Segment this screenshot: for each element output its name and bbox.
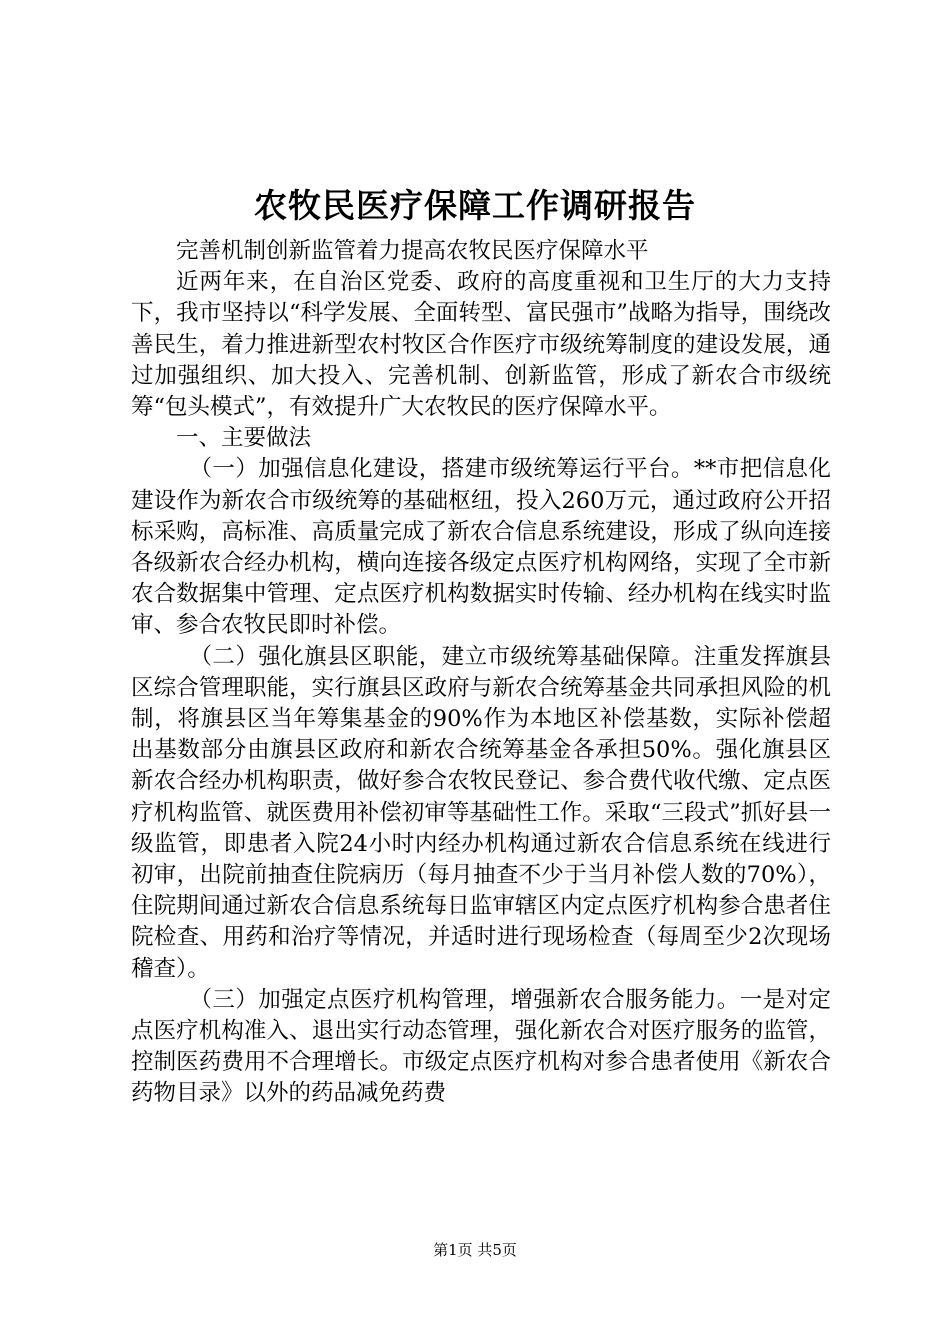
body-paragraph: （三）加强定点医疗机构管理，增强新农合服务能力。一是对定点医疗机构准入、退出实行动态管理，强化新农合对医疗服务的监管，控制医药费用不合理增长。市级定点医疗机构对参合患者使用《新农合药物目录》以外的药品减免药费 [131, 986, 831, 1107]
body-paragraph: （一）加强信息化建设，搭建市级统筹运行平台。**市把信息化建设作为新农合市级统筹的基础枢纽，投入260万元，通过政府公开招标采购，高标准、高质量完成了新农合信息系统建设，形成了纵向连接各级新农合经办机构，横向连接各级定点医疗机构网络，实现了全市新农合数据集中管理、定点医疗机构数据实时传输、经办机构在线实时监审、参合农牧民即时补偿。 [131, 456, 831, 639]
body-paragraph: （二）强化旗县区职能，建立市级统筹基础保障。注重发挥旗县区综合管理职能，实行旗县区政府与新农合统筹基金共同承担风险的机制，将旗县区当年筹集基金的90%作为本地区补偿基数，实际补偿超出基数部分由旗县区政府和新农合统筹基金各承担50%。强化旗县区新农合经办机构职责，做好参合农牧民登记、参合费代收代缴、定点医疗机构监管、就医费用补偿初审等基础性工作。采取“三段式”抓好县一级监管，即患者入院24小时内经办机构通过新农合信息系统在线进行初审，出院前抽查住院病历（每月抽查不少于当月补偿人数的70%），住院期间通过新农合信息系统每日监审辖区内定点医疗机构参合患者住院检查、用药和治疗等情况，并适时进行现场检查（每周至少2次现场稽查）。 [131, 643, 831, 982]
section-heading: 一、主要做法 [176, 425, 312, 452]
subtitle-paragraph: 完善机制创新监管着力提高农牧民医疗保障水平 [176, 238, 649, 264]
page-footer: 第1页 共5页 [433, 1241, 517, 1259]
intro-paragraph: 近两年来，在自治区党委、政府的高度重视和卫生厅的大力支持下，我市坚持以“科学发展、全面转型、富民强市”战略为指导，围绕改善民生，着力推进新型农村牧区合作医疗市级统筹制度的建设发展，通过加强组织、加大投入、完善机制、创新监管，形成了新农合市级统筹“包头模式”，有效提升广大农牧民的医疗保障水平。 [131, 269, 831, 421]
document-title: 农牧民医疗保障工作调研报告 [254, 186, 696, 225]
document-body [131, 236, 831, 1110]
